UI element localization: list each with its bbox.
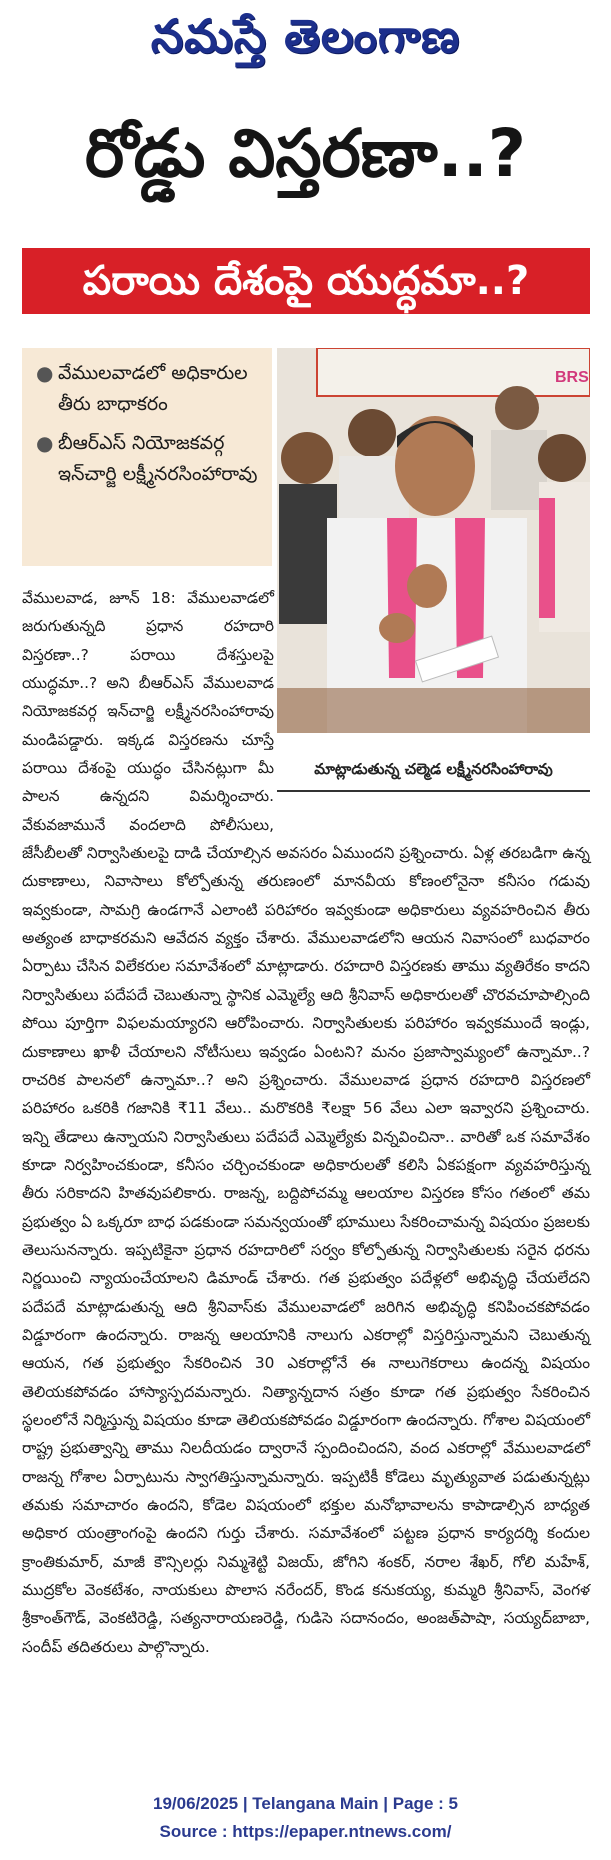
article-body	[22, 584, 590, 1661]
highlight-text: వేములవాడలో అధికారుల తీరు బాధాకరం	[58, 362, 248, 415]
photo-float-spacer	[274, 584, 590, 814]
highlight-text: బీఆర్ఎస్ నియోజకవర్గ ఇన్‌చార్జి లక్ష్మీనరసింహారావు	[58, 432, 258, 485]
headline-banner: పరాయి దేశంపై యుద్ధమా..?	[22, 248, 590, 314]
source-link[interactable]: Source : https://epaper.ntnews.com/	[159, 1822, 452, 1841]
brs-banner-text: BRS	[555, 369, 589, 386]
highlight-item	[36, 428, 266, 490]
article-text: వేములవాడ, జూన్ 18: వేములవాడలో జరుగుతున్నది ప్రధాన రహదారి విస్తరణా..? పరాయి దేశస్తులపై యుద్ధమా..? అని బీఆర్ఎస్ వేములవాడ నియోజకవర్గ ఇన్‌చార్జి లక్ష్మీనరసింహారావు మండిపడ్డారు. ఇక్కడ విస్తరణను చూస్తే పరాయి దేశంపై యుద్ధం చేసినట్లుగా మీ పాలన ఉన్నదని విమర్శించారు. వేకువజామునే వందలాది పోలీసులు, జేసీబీలతో నిర్వాసితులపై దాడి చేయాల్సిన అవసరం ఏముందని ప్రశ్నించారు. ఏళ్ల తరబడిగా ఉన్న దుకాణాలు, నివాసాలు కోల్పోతున్న తరుణంలో మానవీయ కోణంలోనైనా కనీసం గడువు ఇవ్వకుండా, సామగ్రి ఉండగానే ఎలాంటి పరిహారం ఇవ్వకుండా అధికారులు వ్యవహరించిన తీరు అత్యంత బాధాకరమని ఆవేదన వ్యక్తం చేశారు. వేములవాడలోని ఆయన నివాసంలో బుధవారం ఏర్పాటు చేసిన విలేకరుల సమావేశంలో మాట్లాడారు. రహదారి విస్తరణకు తాము వ్యతిరేకం కాదని నిర్వాసితులు పదేపదే చెబుతున్నా స్థానిక ఎమ్మెల్యే ఆది శ్రీనివాస్ అధికారులతో చొరవచూపాల్సింది పోయి పూర్తిగా విఫలమయ్యారని ఆరోపించారు. నిర్వాసితులకు పరిహారం ఇవ్వకముందే ఇండ్లు, దుకాణాలు ఖాళీ చేయాలని నోటీసులు ఇవ్వడం ఏంటని? మనం ప్రజాస్వామ్యంలో ఉన్నామా..? రాచరిక పాలనలో ఉన్నామా..? అని ప్రశ్నించారు. వేములవాడ ప్రధాన రహదారి విస్తరణలో పరిహారం ఒకరికి గజానికి ₹11 వేలు.. మరొకరికి ₹లక్షా 56 వేలు ఎలా ఇవ్వారని ప్రశ్నించారు. ఇన్ని తేడాలు ఉన్నాయని నిర్వాసితులు పదేపదే ఎమ్మెల్యేకు విన్నవించినా.. వారితో ఒక సమావేశం కూడా నిర్వహించకుండా, కనీసం చర్చించకుండా అధికారులతో కలిసి ఏకపక్షంగా వ్యవహరిస్తున్న తీరు సరికాదని హితవుపలికారు. రాజన్న, బద్దిపోచమ్మ ఆలయాల విస్తరణ కోసం గతంలో తమ ప్రభుత్వం ఏ ఒక్కరూ బాధ పడకుండా సమన్వయంతో భూములు సేకరించామన్న విషయం ప్రజలకు తెలుసునన్నారు. ఇప్పటికైనా ప్రధాన రహదారిలో సర్వం కోల్పోతున్న నిర్వాసితులకు సరైన ధరను నిర్ణయించి న్యాయంచేయాలని డిమాండ్ చేశారు. గత ప్రభుత్వం పదేళ్లలో అభివృద్ధి చేయలేదని పదేపదే మాట్లాడుతున్న ఆది శ్రీనివాస్‌కు వేములవాడలో జరిగిన అభివృద్ధి కనిపించకపోవడం విడ్డూరంగా ఉందన్నారు. రాజన్న ఆలయానికి నాలుగు ఎకరాల్లో విస్తరిస్తున్నామని చెబుతున్న ఆయన, గత ప్రభుత్వం సేకరించిన 30 ఎకరాల్లోనే ఈ నాలుగెకరాలు ఉందన్న విషయం తెలియకపోవడం హాస్యాస్పదమన్నారు. నిత్యాన్నదాన సత్రం కూడా గత ప్రభుత్వం సేకరించిన స్థలంలోనే నిర్మిస్తున్న విషయం కూడా తెలియకపోవడం విడ్డూరంగా ఉందన్నారు. గోశాల విషయంలో రాష్ట్ర ప్రభుత్వాన్ని తాము నిలదీయడం ద్వారానే స్పందించిందని, వంద ఎకరాల్లో వేములవాడలో రాజన్న గోశాల ఏర్పాటును స్వాగతిస్తున్నామన్నారు. ఇప్పటికీ కోడెలు మృత్యువాత పడుతున్నట్లు తమకు సమాచారం ఉందని, కోడెల విషయంలో భక్తుల మనోభావాలను కాపాడాల్సిన బాధ్యత అధికార యంత్రాంగంపై ఉందని గుర్తు చేశారు. సమావేశంలో పట్టణ ప్రధాన కార్యదర్శి కందుల క్రాంతికుమార్, మాజీ కౌన్సిలర్లు నిమ్మశెట్టి విజయ్, జోగిని శంకర్, నరాల శేఖర్, గోలి మహేశ్, ముద్రకోల వెంకటేశం, నాయకులు పొలాస నరేందర్, కొండ కనుకయ్య, కుమ్మరి శ్రీనివాస్, వెంగళ శ్రీకాంత్‌గౌడ్, వెంకటిరెడ్డి, సత్యనారాయణరెడ్డి, గుడిసె సదానందం, అంజత్‌పాషా, సయ్యద్‌బాబా, సందీప్ తదితరులు పాల్గొన్నారు.	[22, 589, 590, 1656]
highlights-box	[22, 348, 272, 566]
article-headline: రోడ్డు విస్తరణా..?	[84, 115, 527, 192]
bullet-icon: ●	[36, 361, 54, 385]
highlight-item	[36, 358, 266, 420]
bullet-icon: ●	[36, 431, 54, 455]
photo-caption: మాట్లాడుతున్న చల్మెడ లక్ష్మీనరసింహారావు	[314, 760, 553, 778]
edition-info: 19/06/2025 | Telangana Main | Page : 5	[153, 1794, 458, 1813]
newspaper-masthead: నమస్తే తెలంగాణ	[150, 9, 461, 63]
